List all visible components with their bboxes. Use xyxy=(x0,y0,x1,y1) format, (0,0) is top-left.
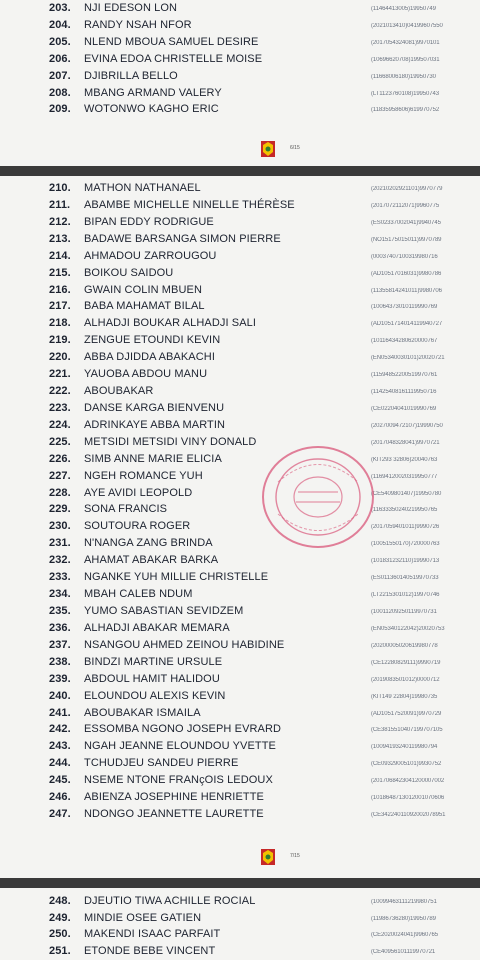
id-code: (10696620708)199507031 xyxy=(371,56,440,63)
person-name: ELOUNDOU ALEXIS KEVIN xyxy=(84,689,226,702)
crest-icon xyxy=(260,140,276,158)
list-item xyxy=(0,103,480,120)
list-item xyxy=(0,791,480,808)
id-code: (NO15175015011)9970789 xyxy=(371,236,442,243)
id-code: (KIT293 32806)20040763 xyxy=(371,456,438,463)
person-name: ADRINKAYE ABBA MARTIN xyxy=(84,418,226,431)
id-code: (CE3815510407199707105 xyxy=(371,727,443,734)
id-code: (11355814241011)9980706 xyxy=(371,287,442,294)
row-number: 203. xyxy=(49,2,71,14)
id-code: (00037407100319980716 xyxy=(371,253,438,260)
id-code: (LT2215301012)19970746 xyxy=(371,592,440,599)
list-item xyxy=(0,267,480,284)
id-code: (101831232110)19990713 xyxy=(371,558,440,565)
id-code: (CE40956101119970721 xyxy=(371,948,436,955)
row-number: 221. xyxy=(49,368,71,381)
document-page-8 xyxy=(0,888,480,960)
list-item xyxy=(0,740,480,757)
list-item xyxy=(0,503,480,520)
list-item xyxy=(0,912,480,929)
list-item xyxy=(0,487,480,504)
id-code: (2017048328041)9970721 xyxy=(371,439,440,446)
id-code: (11668006180)19950730 xyxy=(371,73,436,80)
person-name: GWAIN COLIN MBUEN xyxy=(84,283,203,296)
row-number: 246. xyxy=(49,791,71,804)
row-number: 241. xyxy=(49,706,71,719)
row-number: 218. xyxy=(49,317,71,330)
row-number: 207. xyxy=(49,69,71,82)
row-number: 225. xyxy=(49,435,71,448)
row-number: 220. xyxy=(49,351,71,364)
row-number: 238. xyxy=(49,655,71,668)
id-code: (ES011360140519970733 xyxy=(371,575,439,582)
id-code: (10094193240119980794 xyxy=(371,744,438,751)
list-item xyxy=(0,605,480,622)
id-code: (AD1051714014119940727 xyxy=(371,321,443,328)
person-name: BOIKOU SAIDOU xyxy=(84,266,174,279)
row-number: 217. xyxy=(49,300,71,313)
row-number: 245. xyxy=(49,774,71,787)
id-code: (ES02337002041)9940745 xyxy=(371,219,441,226)
person-name: NGAH JEANNE ELOUNDOU YVETTE xyxy=(84,740,276,753)
row-number: 214. xyxy=(49,249,71,262)
list-item xyxy=(0,639,480,656)
id-code: (11633350240219950765 xyxy=(371,507,438,514)
person-name: N'NANGA ZANG BRINDA xyxy=(84,537,213,550)
row-number: 251. xyxy=(49,944,71,957)
list-item xyxy=(0,808,480,825)
person-name: SOUTOURA ROGER xyxy=(84,520,191,533)
person-name: RANDY NSAH NFOR xyxy=(84,18,192,31)
row-number: 224. xyxy=(49,418,71,431)
person-name: AHAMAT ABAKAR BARKA xyxy=(84,554,219,567)
id-code: (11986736280)19950789 xyxy=(371,915,436,922)
row-number: 248. xyxy=(49,895,71,907)
id-code: (CE12280829111)9990719 xyxy=(371,659,441,666)
list-item xyxy=(0,402,480,419)
person-name: ABIENZA JOSEPHINE HENRIETTE xyxy=(84,791,264,804)
id-code: (CE02204041019990769 xyxy=(371,405,437,412)
person-name: ABDOUL HAMIT HALIDOU xyxy=(84,672,220,685)
person-name: ABBA DJIDDA ABAKACHI xyxy=(84,351,215,364)
row-number: 219. xyxy=(49,334,71,347)
row-number: 208. xyxy=(49,86,71,99)
list-item xyxy=(0,520,480,537)
row-number: 229. xyxy=(49,503,71,516)
list-item xyxy=(0,554,480,571)
id-code: (CE5409801407)19950780 xyxy=(371,490,442,497)
person-name: ABAMBE MICHELLE NINELLE THÉRÈSE xyxy=(84,198,295,211)
list-item xyxy=(0,453,480,470)
id-code: (AD10517520091)9970729 xyxy=(371,710,442,717)
person-name: TCHUDJEU SANDEU PIERRE xyxy=(84,757,239,770)
row-number: 209. xyxy=(49,103,71,116)
list-item xyxy=(0,351,480,368)
person-name: YAUOBA ABDOU MANU xyxy=(84,368,208,381)
list-item xyxy=(0,233,480,250)
list-item xyxy=(0,300,480,317)
list-item xyxy=(0,774,480,791)
id-code: (10116434280620000767 xyxy=(371,338,438,345)
id-code: (20200005020619980778 xyxy=(371,642,438,649)
list-item xyxy=(0,284,480,301)
document-page-7 xyxy=(0,176,480,878)
person-name: BABA MAHAMAT BILAL xyxy=(84,300,205,313)
list-item xyxy=(0,588,480,605)
id-code: (10011209250119970731 xyxy=(371,609,437,615)
person-name: NGANKE YUH MILLIE CHRISTELLE xyxy=(84,571,269,584)
row-number: 230. xyxy=(49,520,71,533)
row-number: 233. xyxy=(49,571,71,584)
person-name: NJI EDESON LON xyxy=(84,2,178,14)
list-item xyxy=(0,537,480,554)
list-item xyxy=(0,317,480,334)
list-item xyxy=(0,571,480,588)
list-item xyxy=(0,19,480,36)
person-name: MINDIE OSEE GATIEN xyxy=(84,911,202,924)
row-number: 222. xyxy=(49,385,71,398)
id-code: (EN05340122042)20020753 xyxy=(371,625,445,632)
list-item xyxy=(0,707,480,724)
list-item xyxy=(0,2,480,19)
row-number: 250. xyxy=(49,928,71,941)
id-code: (EN05340030101)20020721 xyxy=(371,355,445,362)
row-number: 249. xyxy=(49,911,71,924)
list-item xyxy=(0,723,480,740)
person-name: MBANG ARMAND VALERY xyxy=(84,86,222,99)
person-name: MBAH CALEB NDUM xyxy=(84,588,193,601)
row-number: 227. xyxy=(49,469,71,482)
list-item xyxy=(0,945,480,960)
id-code: (11594852200519970761 xyxy=(371,372,438,379)
person-name: DJEUTIO TIWA ACHILLE ROCIAL xyxy=(84,895,256,907)
list-item xyxy=(0,656,480,673)
list-item xyxy=(0,622,480,639)
id-code: (2027009472107)19990750 xyxy=(371,422,443,429)
list-item xyxy=(0,87,480,104)
person-name: SONA FRANCIS xyxy=(84,503,168,516)
id-code: (2019083501012)0000712 xyxy=(371,676,440,683)
list-item xyxy=(0,53,480,70)
list-item xyxy=(0,673,480,690)
row-number: 235. xyxy=(49,605,71,617)
id-code: (11425408161119950716 xyxy=(371,389,437,396)
page-number: 7/15 xyxy=(290,853,300,859)
person-name: BADAWE BARSANGA SIMON PIERRE xyxy=(84,232,281,245)
person-name: DANSE KARGA BIENVENU xyxy=(84,401,225,414)
id-code: (10051550170)720000763 xyxy=(371,541,440,548)
row-number: 216. xyxy=(49,283,71,296)
id-code: (1018648713012001070606 xyxy=(371,795,445,802)
list-item xyxy=(0,250,480,267)
person-name: ABOUBAKAR xyxy=(84,385,154,398)
person-name: BINDZI MARTINE URSULE xyxy=(84,655,223,668)
id-code: (10064373010119990769 xyxy=(371,304,438,311)
id-code: (2017059401011)9990726 xyxy=(371,524,440,531)
person-name: ZENGUE ETOUNDI KEVIN xyxy=(84,334,221,347)
row-number: 243. xyxy=(49,740,71,753)
page-footer xyxy=(0,138,480,162)
list-item xyxy=(0,36,480,53)
list-item xyxy=(0,419,480,436)
document-page-6 xyxy=(0,0,480,166)
list-item xyxy=(0,757,480,774)
person-name: ESSOMBA NGONO JOSEPH EVRARD xyxy=(84,723,282,736)
list-item xyxy=(0,199,480,216)
list-item xyxy=(0,182,480,199)
person-name: ETONDE BEBE VINCENT xyxy=(84,944,216,957)
id-code: (CE09329005101)9930752 xyxy=(371,761,442,768)
id-code: (20210202921101)9970779 xyxy=(371,186,443,192)
list-item xyxy=(0,470,480,487)
official-stamp-icon xyxy=(258,442,378,552)
person-name: WOTONWO KAGHO ERIC xyxy=(84,103,219,116)
id-code: (11694120020319950777 xyxy=(371,473,438,480)
row-number: 206. xyxy=(49,52,71,65)
list-item xyxy=(0,385,480,402)
id-code: (11464413005)19950749 xyxy=(371,6,436,12)
row-number: 211. xyxy=(49,198,71,211)
row-number: 244. xyxy=(49,757,71,770)
row-number: 237. xyxy=(49,638,71,651)
row-number: 223. xyxy=(49,401,71,414)
id-code: (LT1123760108)19950743 xyxy=(371,90,439,97)
row-number: 228. xyxy=(49,486,71,499)
person-name: YUMO SABASTIAN SEVIDZEM xyxy=(84,605,244,617)
person-name: BIPAN EDDY RODRIGUE xyxy=(84,215,214,228)
row-number: 239. xyxy=(49,672,71,685)
person-name: ALHADJI ABAKAR MEMARA xyxy=(84,621,230,634)
person-name: DJIBRILLA BELLO xyxy=(84,69,178,82)
person-name: NSEME NTONE FRANçOIS LEDOUX xyxy=(84,774,273,787)
id-code: (CE2020024041)9960765 xyxy=(371,932,438,939)
crest-icon xyxy=(260,848,276,866)
row-number: 240. xyxy=(49,689,71,702)
id-code: (CE34224011092002078951 xyxy=(371,812,446,819)
id-code: (2017068423041200007002 xyxy=(371,778,445,785)
row-number: 231. xyxy=(49,537,71,550)
list-item xyxy=(0,70,480,87)
list-item xyxy=(0,436,480,453)
page-number: 6/15 xyxy=(290,145,300,151)
person-name: MATHON NATHANAEL xyxy=(84,182,201,194)
person-name: AYE AVIDI LEOPOLD xyxy=(84,486,193,499)
id-code: (11835958606)619970752 xyxy=(371,107,440,114)
row-number: 215. xyxy=(49,266,71,279)
list-item xyxy=(0,895,480,912)
row-number: 210. xyxy=(49,182,71,194)
person-name: NDONGO JEANNETTE LAURETTE xyxy=(84,808,264,821)
person-name: ABOUBAKAR ISMAILA xyxy=(84,706,201,719)
row-number: 234. xyxy=(49,588,71,601)
row-number: 236. xyxy=(49,621,71,634)
person-name: MAKENDI ISAAC PARFAIT xyxy=(84,928,221,941)
list-item xyxy=(0,928,480,945)
list-item xyxy=(0,690,480,707)
page-footer xyxy=(0,846,480,870)
row-number: 204. xyxy=(49,18,71,31)
id-code: (10099463111219980751 xyxy=(371,899,437,905)
row-number: 212. xyxy=(49,215,71,228)
person-name: ALHADJI BOUKAR ALHADJI SALI xyxy=(84,317,257,330)
person-name: NLEND MBOUA SAMUEL DESIRE xyxy=(84,35,259,48)
id-code: (2017072112071)9960775 xyxy=(371,202,440,209)
list-item xyxy=(0,334,480,351)
list-item xyxy=(0,216,480,233)
row-number: 242. xyxy=(49,723,71,736)
id-code: (AD10517016031)9980786 xyxy=(371,270,442,277)
person-name: NSANGOU AHMED ZEINOU HABIDINE xyxy=(84,638,285,651)
person-name: METSIDI METSIDI VINY DONALD xyxy=(84,435,257,448)
person-name: EVINA EDOA CHRISTELLE MOISE xyxy=(84,52,263,65)
person-name: NGEH ROMANCE YUH xyxy=(84,469,203,482)
row-number: 232. xyxy=(49,554,71,567)
person-name: SIMB ANNE MARIE ELICIA xyxy=(84,452,222,465)
id-code: (2021013410)04199607550 xyxy=(371,22,443,29)
id-code: (2017054324081)9970101 xyxy=(371,39,440,46)
row-number: 213. xyxy=(49,232,71,245)
row-number: 247. xyxy=(49,808,71,821)
row-number: 205. xyxy=(49,35,71,48)
list-item xyxy=(0,368,480,385)
person-name: AHMADOU ZARROUGOU xyxy=(84,249,217,262)
id-code: (KIT149 22804)19980735 xyxy=(371,693,438,700)
row-number: 226. xyxy=(49,452,71,465)
